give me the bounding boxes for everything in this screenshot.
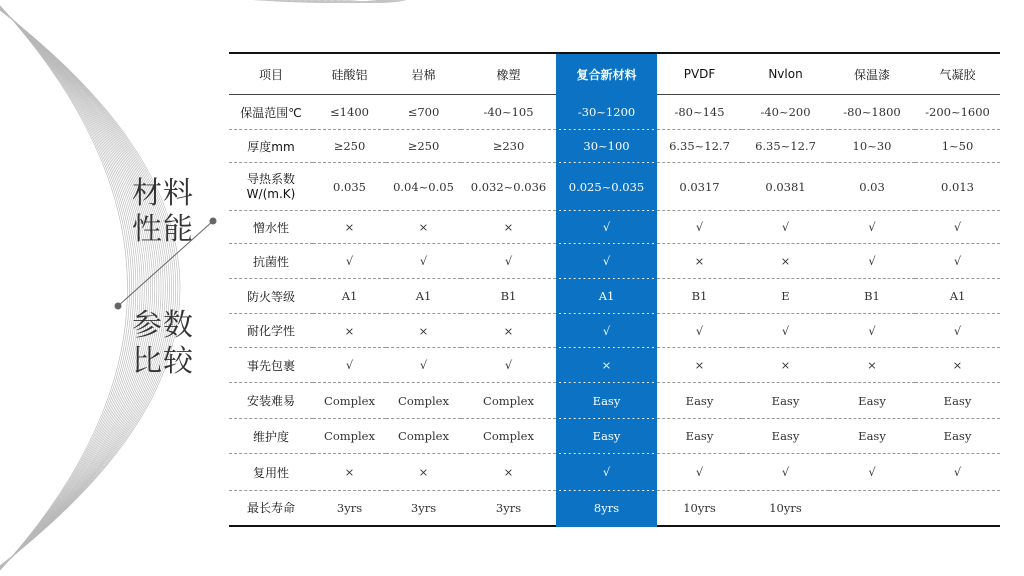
row-label: 导热系数 W/(m.K) [229,163,313,211]
table-cell: 6.35~12.7 [657,130,742,163]
table-cell [915,491,1000,526]
decorative-arc [0,0,128,576]
table-row [229,491,1000,526]
table-cell: × [386,454,461,491]
decorative-arc [0,0,132,576]
table-cell: ≥250 [313,130,386,163]
table-header-row [229,53,1000,95]
table-cell: 0.032~0.036 [461,163,556,211]
table-cell: √ [313,348,386,383]
table-cell: × [657,348,742,383]
row-label: 厚度mm [229,130,313,163]
table-cell: √ [461,348,556,383]
table-cell: -40~200 [742,95,829,130]
table-cell: 1~50 [915,130,1000,163]
row-label: 保温范围℃ [229,95,313,130]
table-cell: B1 [829,279,915,314]
row-label: 憎水性 [229,211,313,244]
table-body [229,95,1000,526]
table-cell: ≤700 [386,95,461,130]
table-cell: 10~30 [829,130,915,163]
decorative-arc [0,0,149,576]
comparison-table [229,52,1000,527]
side-title-parameter-comparison: 参数比较 [132,308,194,379]
table-cell: Complex [313,383,386,419]
row-label: 耐化学性 [229,314,313,348]
table-cell: 0.0317 [657,163,742,211]
decorative-arc [0,0,130,576]
table-cell: A1 [313,279,386,314]
table-cell: × [915,348,1000,383]
table-row [229,348,1000,383]
table-cell: A1 [386,279,461,314]
table-cell: A1 [915,279,1000,314]
row-label: 安装难易 [229,383,313,419]
table-cell: √ [829,211,915,244]
table-row [229,95,1000,130]
column-header: 硅酸铝 [313,53,386,95]
table-cell: Easy [657,383,742,419]
column-header: Nvlon [742,53,829,95]
table-cell: 30~100 [556,130,657,163]
column-header: 橡塑 [461,53,556,95]
table-cell: √ [742,211,829,244]
table-cell: × [657,244,742,279]
table-cell: √ [829,314,915,348]
table-cell: ≤1400 [313,95,386,130]
table-cell: 0.013 [915,163,1000,211]
table-cell: × [313,314,386,348]
table-cell: √ [556,211,657,244]
table-cell: × [556,348,657,383]
column-header: 气凝胶 [915,53,1000,95]
table-cell: B1 [657,279,742,314]
table-cell: 6.35~12.7 [742,130,829,163]
table-cell: -40~105 [461,95,556,130]
table-cell: Easy [829,383,915,419]
table-cell: × [461,314,556,348]
table-cell: × [829,348,915,383]
table-cell: -80~145 [657,95,742,130]
table-row [229,279,1000,314]
table-cell: 3yrs [461,491,556,526]
table-cell: 10yrs [657,491,742,526]
table-cell: × [742,244,829,279]
table-cell: × [461,454,556,491]
table-cell: × [313,211,386,244]
table-cell: × [386,211,461,244]
table-cell: √ [657,314,742,348]
table-cell: Complex [386,419,461,454]
table-cell: -200~1600 [915,95,1000,130]
table-cell: × [461,211,556,244]
table-cell: 8yrs [556,491,657,526]
table-cell: 0.04~0.05 [386,163,461,211]
table-cell: -80~1800 [829,95,915,130]
table-cell: √ [829,454,915,491]
row-label: 最长寿命 [229,491,313,526]
table-cell: √ [915,314,1000,348]
table-cell: Easy [829,419,915,454]
table-cell: Easy [915,383,1000,419]
table-cell: × [386,314,461,348]
column-header: 岩棉 [386,53,461,95]
row-label: 维护度 [229,419,313,454]
table-cell: √ [657,211,742,244]
table-cell: √ [313,244,386,279]
table-cell [829,491,915,526]
table-cell: √ [829,244,915,279]
table-cell: Easy [742,419,829,454]
table-cell: B1 [461,279,556,314]
table-cell: √ [556,314,657,348]
table-cell: √ [742,454,829,491]
table-cell: √ [915,211,1000,244]
table-cell: Easy [657,419,742,454]
table-cell: √ [915,454,1000,491]
table-cell: Complex [386,383,461,419]
table-cell: √ [386,244,461,279]
table-row [229,244,1000,279]
table-cell: 0.0381 [742,163,829,211]
table-cell: × [313,454,386,491]
table-cell: √ [742,314,829,348]
table-cell: 0.025~0.035 [556,163,657,211]
row-label: 复用性 [229,454,313,491]
side-title-material-performance: 材料性能 [132,176,194,247]
table-cell: Easy [915,419,1000,454]
table-cell: Easy [556,383,657,419]
table-cell: Easy [742,383,829,419]
row-label: 防火等级 [229,279,313,314]
connector-dot [210,218,217,225]
row-label: 抗菌性 [229,244,313,279]
decorative-arc [0,2,174,575]
decorative-arc [0,2,178,574]
table-row [229,130,1000,163]
table-cell: 0.035 [313,163,386,211]
table-cell: 10yrs [742,491,829,526]
table-row [229,314,1000,348]
table-row [229,383,1000,419]
column-header: 保温漆 [829,53,915,95]
table-cell: 3yrs [386,491,461,526]
table-row [229,419,1000,454]
table-cell: √ [657,454,742,491]
table-cell: × [742,348,829,383]
column-header: 复合新材料 [556,53,657,95]
connector-dot [115,303,122,310]
table-cell: √ [386,348,461,383]
table-cell: 3yrs [313,491,386,526]
table-cell: ≥250 [386,130,461,163]
column-header-item: 项目 [229,53,313,95]
table-cell: -30~1200 [556,95,657,130]
table-cell: Complex [313,419,386,454]
table-cell: Complex [461,383,556,419]
table-cell: √ [461,244,556,279]
table-cell: 0.03 [829,163,915,211]
column-header: PVDF [657,53,742,95]
table-cell: √ [915,244,1000,279]
table-cell: √ [556,244,657,279]
table-cell: A1 [556,279,657,314]
table-row [229,454,1000,491]
table-cell: Easy [556,419,657,454]
table-cell: Complex [461,419,556,454]
table-cell: ≥230 [461,130,556,163]
row-label: 事先包裹 [229,348,313,383]
table-row [229,211,1000,244]
table-row [229,163,1000,211]
table-cell: √ [556,454,657,491]
table-cell: E [742,279,829,314]
